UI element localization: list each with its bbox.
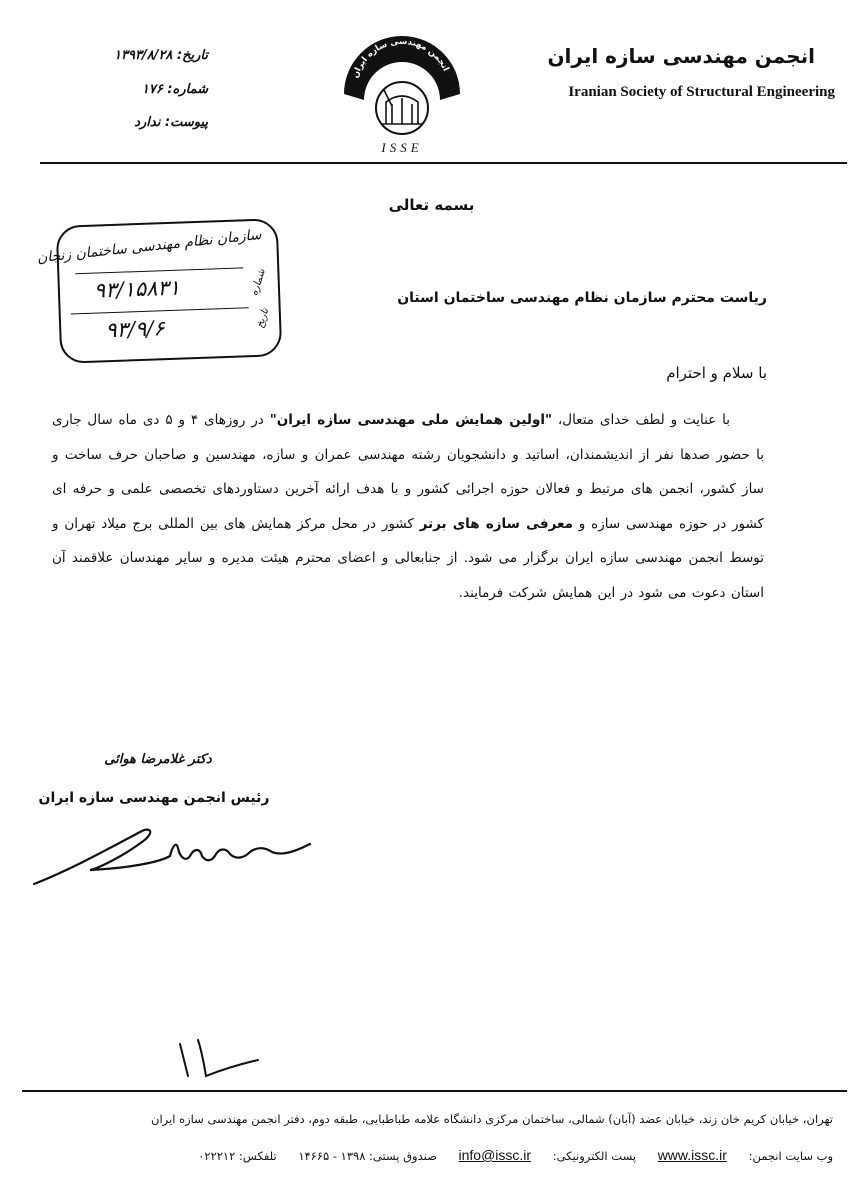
logo-building-icon (382, 90, 422, 124)
handwritten-signature (30, 818, 330, 898)
stamp-date: ۹۳/۹/۶ (104, 316, 165, 343)
fax: تلفکس: ۰۲۲۲۱۲ (198, 1149, 277, 1163)
salutation: بسمه تعالی (388, 196, 475, 214)
greeting: با سلام و احترام (666, 364, 767, 382)
letter-date: تاریخ: ۱۳۹۳/۸/۲۸ (114, 48, 208, 63)
signatory-name: دکتر غلامرضا هوائی (104, 752, 212, 767)
addressee: ریاست محترم سازمان نظام مهندسی ساختمان استان (397, 290, 767, 306)
signatory-title: رئیس انجمن مهندسی سازه ایران (38, 790, 270, 806)
stamp-number-label: شماره (248, 267, 268, 298)
letter-attachment: پیوست: ندارد (134, 115, 208, 130)
letter-body (52, 403, 764, 610)
org-name-en: Iranian Society of Structural Engineering (568, 84, 835, 100)
po-box: صندوق پستی: ۱۳۹۸ - ۱۴۶۶۵ (298, 1149, 437, 1163)
top-structures-phrase: معرفی سازه های برتر (419, 515, 573, 532)
stamp-rule (75, 267, 243, 274)
stamp-rule (71, 307, 249, 314)
footer-contact (180, 1147, 833, 1163)
receipt-stamp (36, 218, 283, 364)
margin-scribble (166, 1036, 266, 1082)
website-link[interactable]: www.issc.ir (657, 1147, 727, 1163)
event-title: "اولین همایش ملی مهندسی سازه ایران" (269, 412, 553, 428)
org-name-fa: انجمن مهندسی سازه ایران (547, 44, 815, 68)
email-label: پست الکترونیکی: (552, 1149, 637, 1163)
body-text-part: در روزهای ۴ و ۵ دی ماه سال جاری با حضور صدها نفر از اندیشمندان، اساتید و دانشجویان رشته مهندسی عمران و سازه، مهندسین و صاحبان حرف ساخت و ساز کشور، انجمن های مرتبط و فعالان حوزه اجرائی کشور و با هدف ارائه آخرین دستاوردهای تخصصی علمی و حرفه ای کشور در حوزه مهندسی سازه و (52, 412, 764, 532)
body-text-part: با عنایت و لطف خدای متعال، (552, 412, 730, 428)
stamp-number: ۹۳/۱۵۸۳۱ (93, 275, 181, 303)
logo-initials: ISSE (381, 140, 423, 155)
logo-arc-text: انجمن مهندسی سازه ایران (350, 36, 451, 80)
stamp-org: سازمان نظام مهندسی ساختمان زنجان (36, 226, 263, 267)
letter-number: شماره: ۱۷۶ (141, 82, 208, 97)
footer-divider (22, 1090, 847, 1092)
footer-address: تهران، خیابان کریم خان زند، خیابان عضد (آبان) شمالی، ساختمان مرکزی دانشگاه علامه طباطبایی، طبقه دوم، دفتر انجمن مهندسی سازه ایران (151, 1112, 833, 1126)
body-text-part: کشور در محل مرکز همایش های بین المللی برج میلاد تهران و توسط انجمن مهندسی سازه ایران برگزار می شود. از جنابعالی و اعضای محترم هیئت مدیره و سایر مهندسان علاقمند آن استان دعوت می شود در این همایش شرکت فرمایند. (52, 515, 764, 601)
stamp-date-label: تاریخ (254, 307, 272, 330)
website-label: وب سایت انجمن: (748, 1149, 833, 1163)
header-divider (40, 162, 847, 164)
org-logo (336, 20, 468, 158)
email-link[interactable]: info@issc.ir (458, 1147, 532, 1163)
